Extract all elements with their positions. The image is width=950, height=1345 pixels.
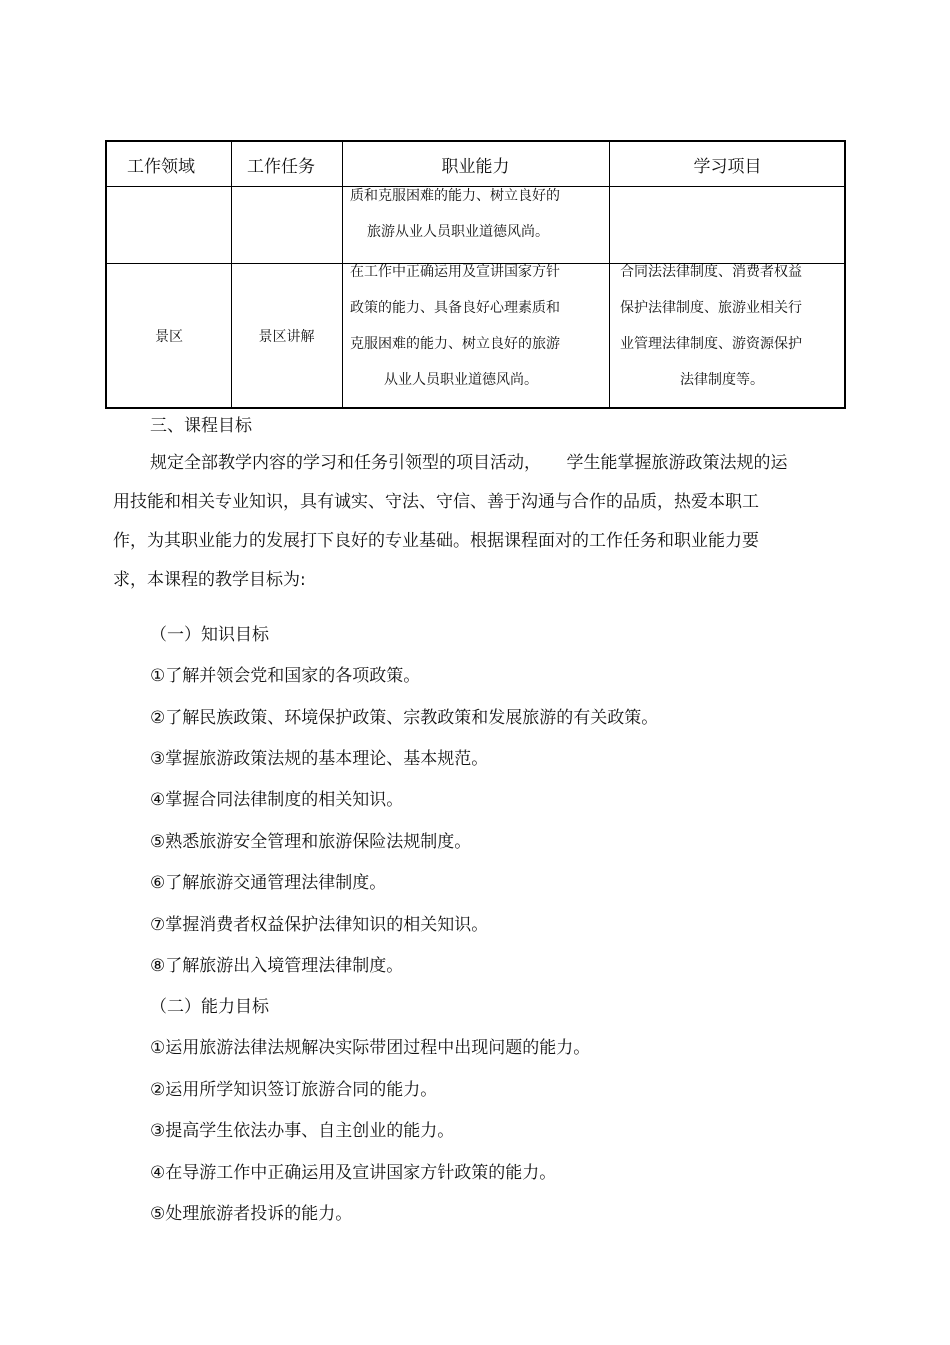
ability-item: ①运用旅游法律法规解决实际带团过程中出现问题的能力。 [150, 1038, 591, 1058]
header-work-domain: 工作领域 [127, 156, 195, 177]
ability-item: ②运用所学知识签订旅游合同的能力。 [150, 1080, 438, 1100]
ability-item: ⑤处理旅游者投诉的能力。 [150, 1204, 353, 1224]
knowledge-heading: （一）知识目标 [150, 625, 269, 645]
knowledge-item: ⑦掌握消费者权益保护法律知识的相关知识。 [150, 915, 489, 935]
ability-line: 从业人员职业道德风尚。 [384, 372, 538, 388]
row2-ability [350, 254, 560, 398]
knowledge-item: ⑤熟悉旅游安全管理和旅游保险法规制度。 [150, 832, 472, 852]
ability-line: 克服困难的能力、树立良好的旅游 [350, 336, 560, 352]
project-line: 业管理法律制度、游资源保护 [620, 336, 802, 352]
row2-project [620, 254, 802, 398]
header-ability: 职业能力 [441, 156, 510, 177]
knowledge-item: ⑥了解旅游交通管理法律制度。 [150, 873, 387, 893]
ability-line: 质和克服困难的能力、树立良好的 [350, 188, 560, 204]
row2-task: 景区讲解 [258, 329, 315, 345]
intro-line: 求，本课程的教学目标为: [113, 570, 306, 590]
knowledge-item: ④掌握合同法律制度的相关知识。 [150, 790, 404, 810]
knowledge-item: ③掌握旅游政策法规的基本理论、基本规范。 [150, 749, 489, 769]
project-line: 合同法法律制度、消费者权益 [620, 264, 802, 280]
ability-item: ④在导游工作中正确运用及宣讲国家方针政策的能力。 [150, 1163, 557, 1183]
intro-line: 规定全部教学内容的学习和任务引领型的项目活动， 学生能掌握旅游政策法规的运 [150, 453, 788, 473]
ability-line: 旅游从业人员职业道德风尚。 [367, 224, 549, 240]
header-work-task: 工作任务 [247, 156, 315, 177]
project-line: 保护法律制度、旅游业相关行 [620, 300, 802, 316]
ability-item: ③提高学生依法办事、自主创业的能力。 [150, 1121, 455, 1141]
intro-line: 用技能和相关专业知识，具有诚实、守法、守信、善于沟通与合作的品质，热爱本职工 [113, 492, 759, 512]
ability-line: 在工作中正确运用及宣讲国家方针 [350, 264, 560, 280]
project-line: 法律制度等。 [680, 372, 764, 388]
row1-ability [350, 178, 560, 250]
intro-paragraph [113, 444, 788, 600]
ability-heading: （二）能力目标 [150, 997, 269, 1017]
knowledge-item: ②了解民族政策、环境保护政策、宗教政策和发展旅游的有关政策。 [150, 708, 659, 728]
ability-line: 政策的能力、具备良好心理素质和 [350, 300, 560, 316]
intro-line: 作，为其职业能力的发展打下良好的专业基础。根据课程面对的工作任务和职业能力要 [113, 531, 759, 551]
section-title: 三、课程目标 [150, 416, 252, 436]
curriculum-table [105, 140, 846, 409]
knowledge-item: ①了解并领会党和国家的各项政策。 [150, 666, 421, 686]
header-learning-project: 学习项目 [693, 156, 762, 177]
knowledge-item: ⑧了解旅游出入境管理法律制度。 [150, 956, 404, 976]
row2-domain: 景区 [155, 329, 183, 345]
